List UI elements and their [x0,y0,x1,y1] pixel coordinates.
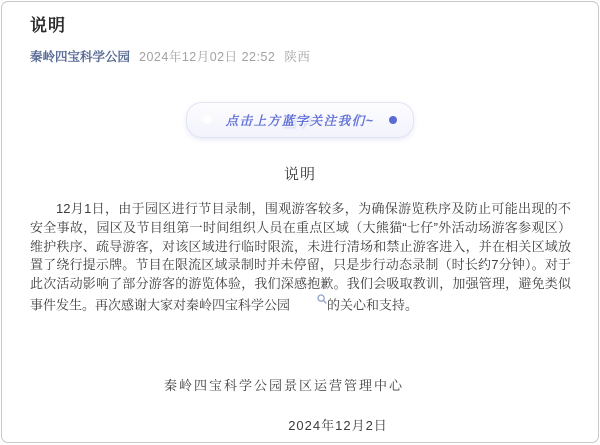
page-title: 说明 [30,16,66,35]
article-page [1,1,599,443]
publish-datetime: 2024年12月02日 22:52 [139,50,276,64]
article-heading: 说明 [283,166,316,183]
banner-right-dot-icon [389,116,397,124]
follow-banner[interactable] [186,102,415,138]
banner-text-pre: 点击上方 [225,114,282,128]
publish-location: 陕西 [284,50,311,64]
banner-text [226,111,375,129]
signature: 秦岭四宝科学公园景区运营管理中心 [163,378,404,394]
article-body [30,200,571,315]
article-body-text: 12月1日，由于园区进行节目录制，围观游客较多，为确保游览秩序及防止可能出现的不安全事故，园区及节目组第一时间组织人员在重点区域（大熊猫“七仔”外活动场游客参观区）维护秩序、疏导游客，对该区域进行临时限流，未进行清场和禁止游客进入，并在相关区域放置了绕行提示牌。节目在限流区域录制时并未停留，只是步行动态录制（时长约7分钟）。对于此次活动影响了部分游客的游览体验，我们深感抱歉。我们会吸取教训，加强管理，避免类似事件发生。再次感谢大家对秦岭四宝科学公园 [30,201,571,313]
banner-text-post: 关注我们~ [309,114,375,128]
article-date: 2024年12月2日 [288,418,388,434]
article-meta [30,47,598,65]
search-icon[interactable] [291,294,327,304]
article-body-text-tail: 的关心和支持。 [327,297,419,313]
banner-left-dot-icon [203,116,211,124]
banner-text-highlight: 蓝字 [281,114,310,128]
account-name-link[interactable]: 秦岭四宝科学公园 [30,50,131,64]
